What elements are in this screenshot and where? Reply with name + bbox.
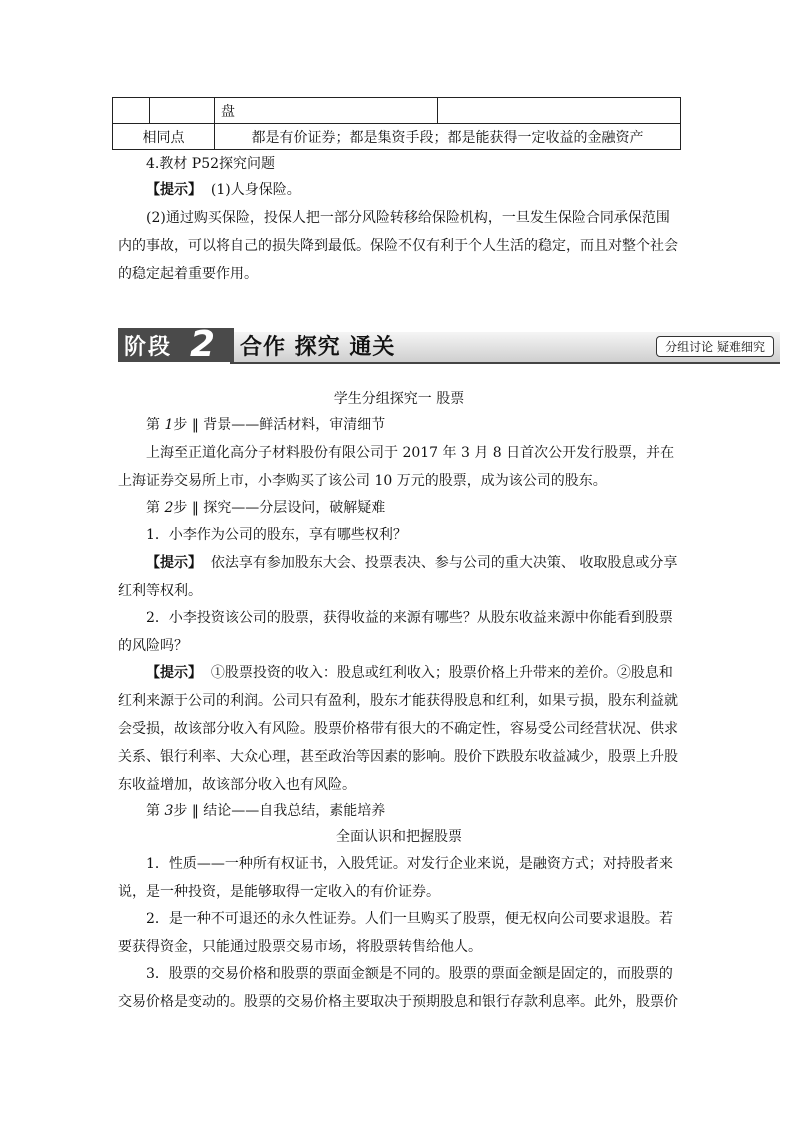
table-cell xyxy=(113,98,150,124)
table-cell: 盘 xyxy=(215,98,438,124)
step-3 xyxy=(146,797,385,825)
banner-stage-number: 2 xyxy=(190,324,216,365)
answer-text: 依法享有参加股东大会、投票表决、参与公司的重大决策、 收取股息或分享红利等权利。 xyxy=(118,555,678,599)
step-number: 2 xyxy=(164,500,174,516)
comparison-table xyxy=(112,97,681,150)
sub-heading: 全面认识和把握股票 xyxy=(336,829,462,845)
step-prefix: 第 xyxy=(146,417,160,433)
step-text: 步 ‖ 结论——自我总结，素能培养 xyxy=(173,803,386,819)
row-value-similarity: 都是有价证券；都是集资手段；都是能获得一定收益的金融资产 xyxy=(215,124,681,150)
step-text: 步 ‖ 背景——鲜活材料，审清细节 xyxy=(173,417,386,433)
answer-text: (1)人身保险。 xyxy=(210,182,301,198)
question-1: 1．小李作为公司的股东，享有哪些权利？ xyxy=(146,527,407,543)
point-1: 1．性质——一种所有权证书，入股凭证。对发行企业来说，是融资方式；对持股者来说，是一种投资，是能够取得一定收入的有价证券。 xyxy=(118,856,673,900)
step-prefix: 第 xyxy=(146,803,160,819)
banner-title: 合作 探究 通关 xyxy=(240,334,396,360)
step-number: 1 xyxy=(164,417,174,433)
step-prefix: 第 xyxy=(146,500,160,516)
q4-answer-2: (2)通过购买保险，投保人把一部分风险转移给保险机构，一旦发生保险合同承保范围内的事故，可以将自己的损失降到最低。保险不仅有利于个人生活的稳定，而且对整个社会的稳定起着重要作用。 xyxy=(118,210,678,282)
step-2 xyxy=(146,494,385,522)
answer-2 xyxy=(118,659,680,799)
table-row xyxy=(113,124,681,150)
table-cell xyxy=(438,98,681,124)
q4-title: 4.教材 P52探究问题 xyxy=(146,156,276,172)
q4-answer-1 xyxy=(146,176,708,204)
stage-banner xyxy=(118,324,780,365)
background-paragraph: 上海至正道化高分子材料股份有限公司于 2017 年 3 月 8 日首次公开发行股票，并在上海证券交易所上市，小李购买了该公司 10 万元的股票，成为该公司的股东。 xyxy=(118,445,675,489)
table-cell xyxy=(150,98,215,124)
step-1 xyxy=(146,411,385,439)
table-row xyxy=(113,98,681,124)
point-3: 3．股票的交易价格和股票的票面金额是不同的。股票的票面金额是固定的，而股票的交易价格是变动的。股票的交易价格主要取决于预期股息和银行存款利息率。此外，股票价 xyxy=(118,966,678,1010)
banner-stage-label: 阶段 xyxy=(124,335,173,360)
step-text: 步 ‖ 探究——分层设问，破解疑难 xyxy=(173,500,386,516)
point-2: 2．是一种不可退还的永久性证券。人们一旦购买了股票，便无权向公司要求退股。若要获得资金，只能通过股票交易市场，将股票转售给他人。 xyxy=(118,911,673,955)
banner-tag: 分组讨论 疑难细究 xyxy=(656,336,774,357)
answer-1 xyxy=(118,549,680,605)
tip-label: 【提示】 xyxy=(146,182,202,198)
row-label-similarity: 相同点 xyxy=(113,124,215,150)
section-heading: 学生分组探究一 股票 xyxy=(333,391,465,407)
tip-label: 【提示】 xyxy=(146,555,202,571)
answer-text: ①股票投资的收入：股息或红利收入；股票价格上升带来的差价。②股息和红利来源于公司的利润。公司只有盈利，股东才能获得股息和红利，如果亏损，股东利益就会受损，故该部分收入有风险。股票价格带有很大的不确定性，容易受公司经营状况、供求关系、银行利率、大众心理，甚至政治等因素的影响。股价下跌股东收益减少，股票上升股东收益增加，故该部分收入也有风险。 xyxy=(118,665,678,793)
step-number: 3 xyxy=(164,803,174,819)
tip-label: 【提示】 xyxy=(146,665,202,681)
question-2: 2．小李投资该公司的股票，获得收益的来源有哪些？从股东收益来源中你能看到股票的风险吗？ xyxy=(118,610,673,654)
